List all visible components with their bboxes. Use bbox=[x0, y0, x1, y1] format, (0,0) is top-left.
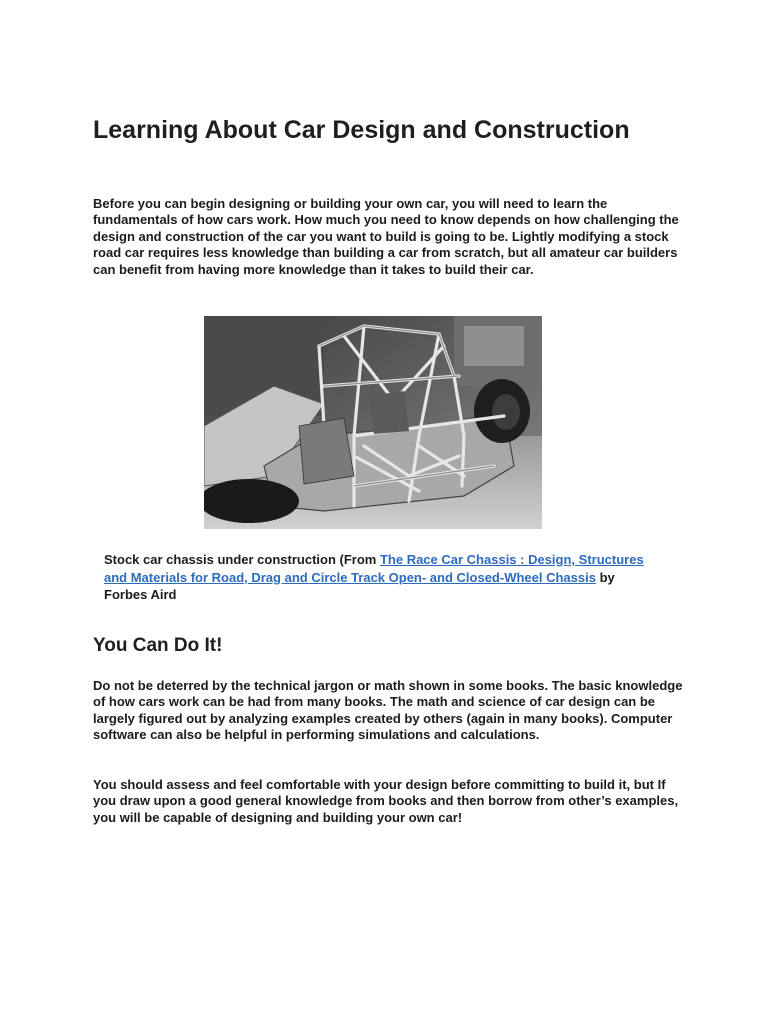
chassis-illustration bbox=[204, 316, 542, 529]
caption-suffix: by Forbes Aird bbox=[104, 569, 615, 602]
body-paragraph-2: Do not be deterred by the technical jargon or math shown in some books. The basic knowledge of how cars work can be had from many books. The math and science of car design can be largely figured out by analyzing examples created by others (again in many books). Computer software can also be helpful in performing simulations and calculations. bbox=[93, 678, 683, 743]
figure-caption bbox=[104, 551, 649, 604]
caption-prefix: Stock car chassis under construction (From bbox=[104, 552, 380, 567]
section-heading: You Can Do It! bbox=[93, 635, 223, 656]
page-title: Learning About Car Design and Construction bbox=[93, 116, 630, 144]
intro-paragraph: Before you can begin designing or building your own car, you will need to learn the fundamentals of how cars work. How much you need to know depends on how challenging the design and construction of the car you want to build is going to be. Lightly modifying a stock road car requires less knowledge than building a car from scratch, but all amateur car builders can benefit from having more knowledge than it takes to build their car. bbox=[93, 196, 679, 277]
body-paragraph-3: You should assess and feel comfortable with your design before committing to build it, but If you draw upon a good general knowledge from books and then borrow from other’s examples, you will be capable of designing and building your own car! bbox=[93, 777, 679, 825]
book-title-link[interactable]: The Race Car Chassis : Design, Structures and Materials for Road, Drag and Circle Track Open- and Closed-Wheel Chassis bbox=[104, 552, 644, 585]
car-chassis-photo bbox=[204, 316, 542, 529]
